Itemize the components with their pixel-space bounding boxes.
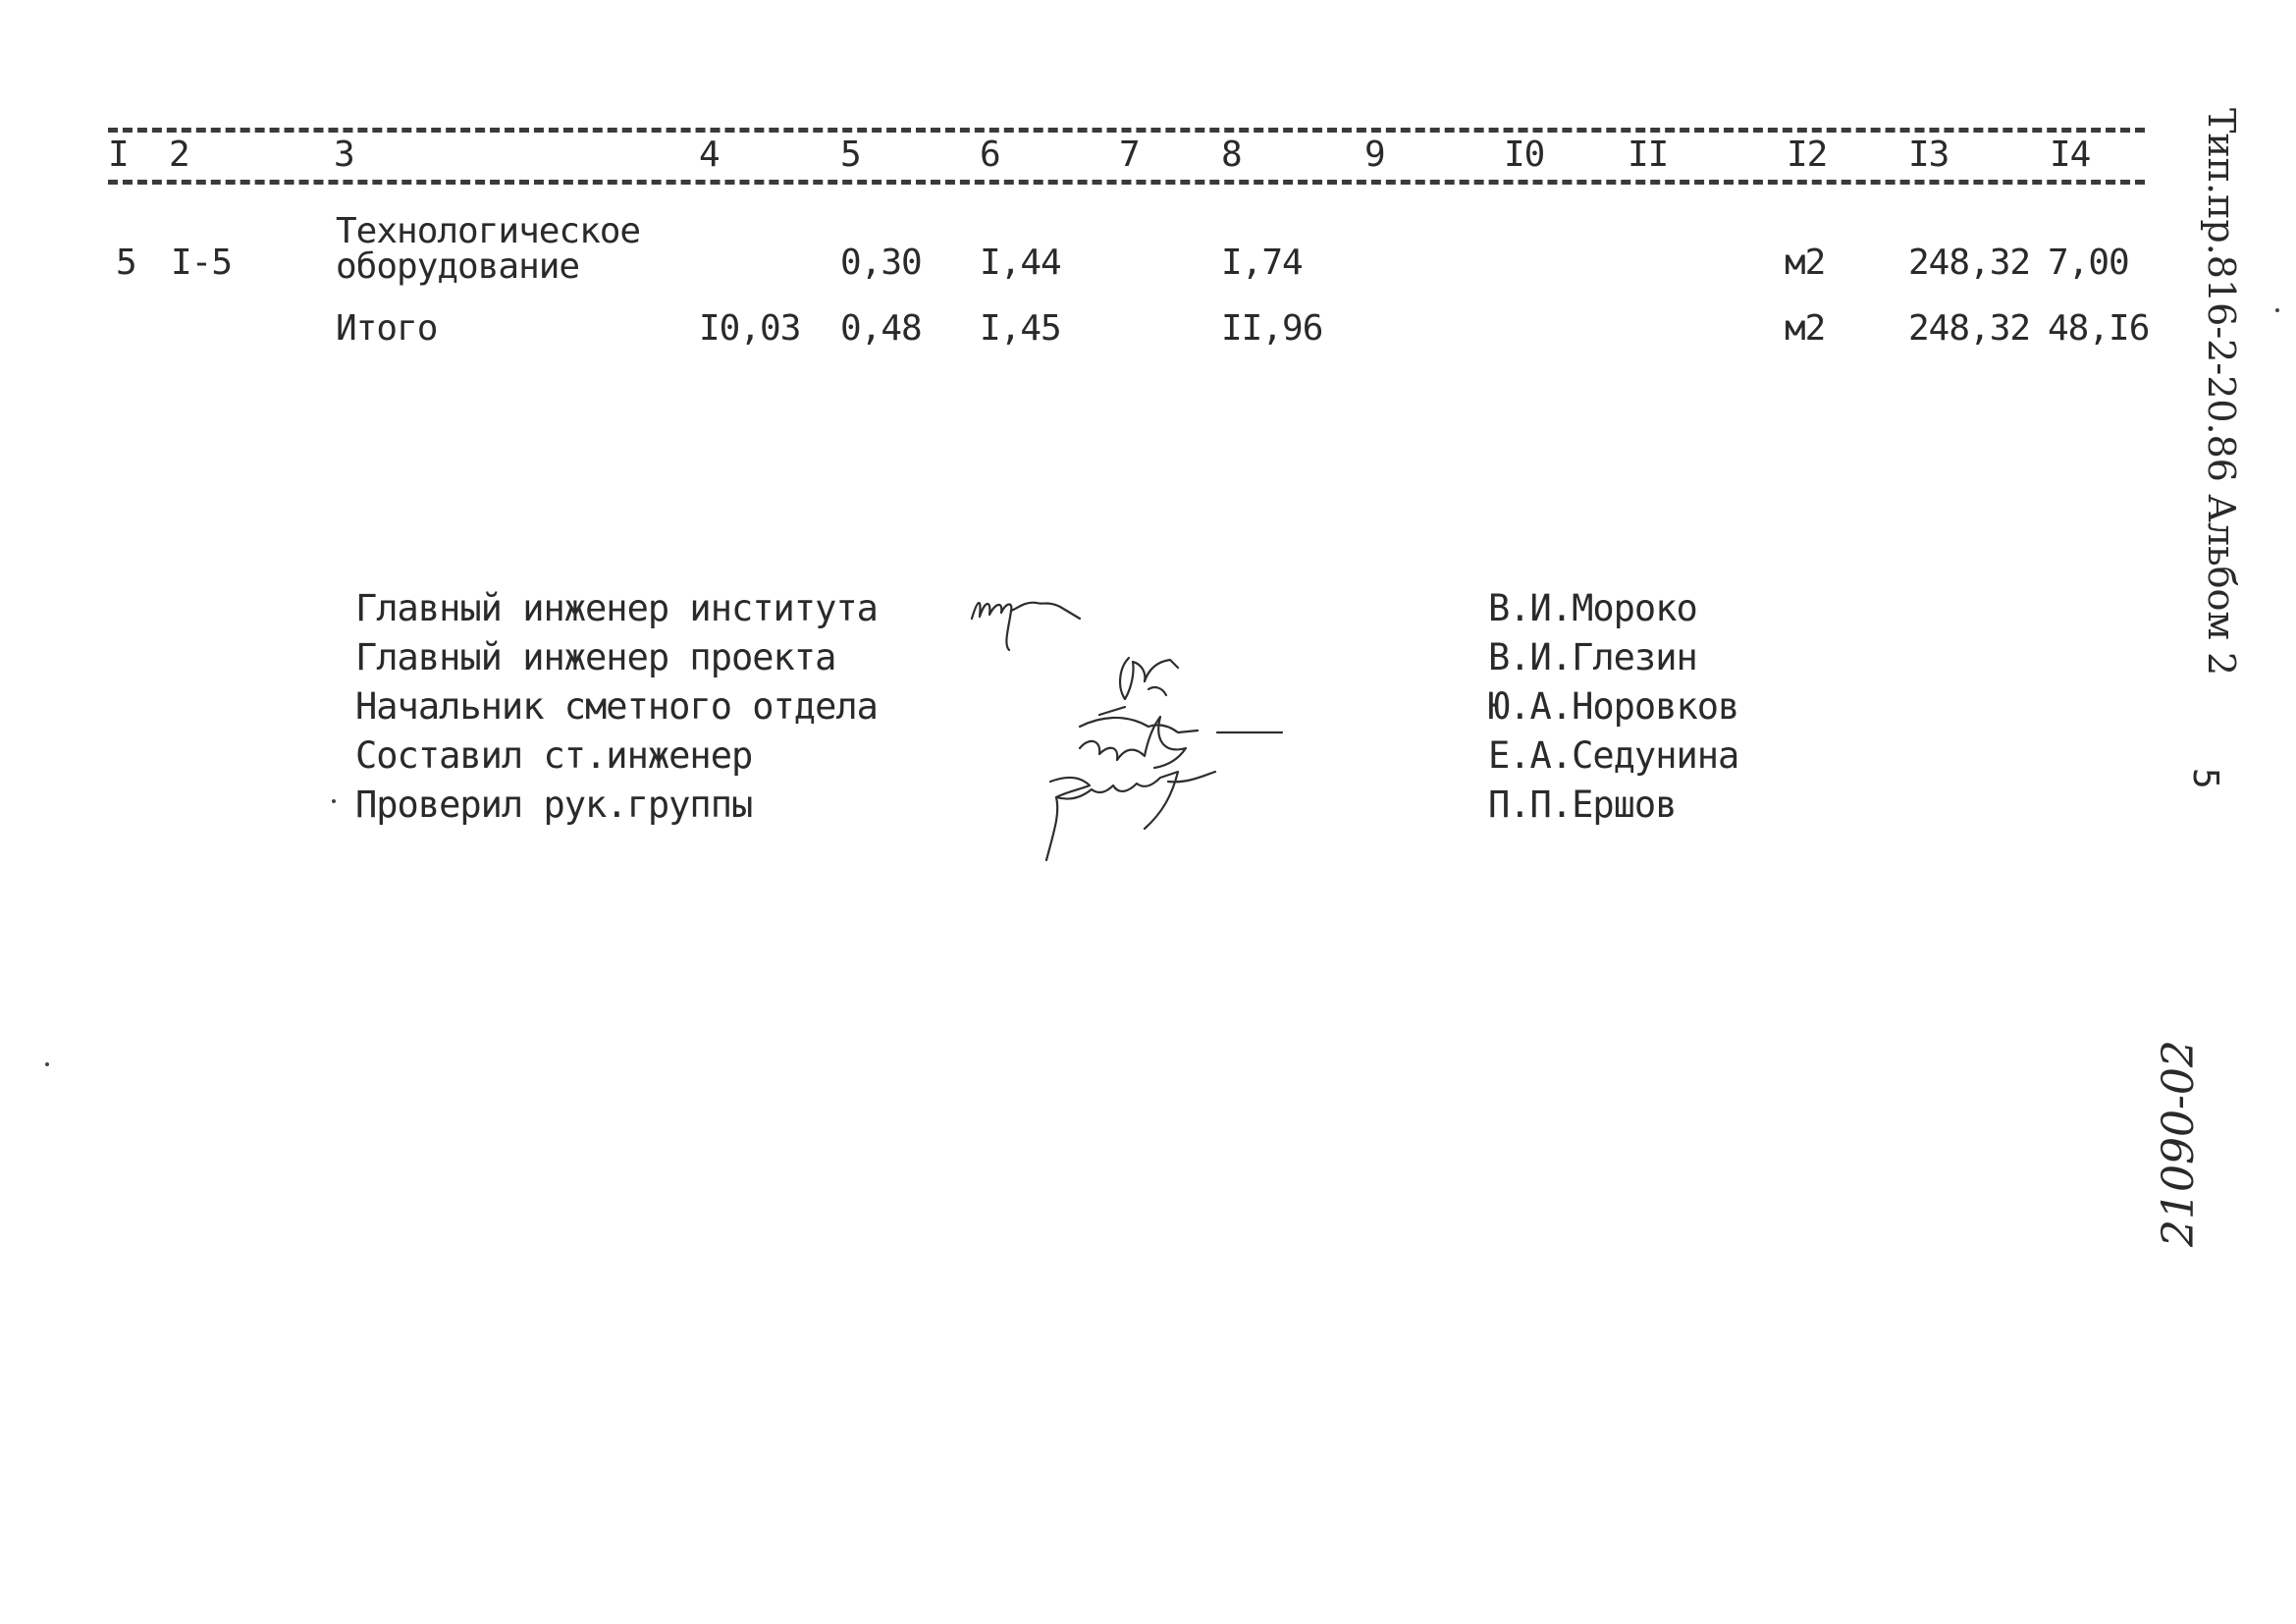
col-header-13: I3 [1908, 135, 1949, 175]
row2-col14: 48,I6 [2048, 308, 2150, 349]
row1-col14: 7,00 [2048, 243, 2129, 283]
row2-col12: м2 [1785, 308, 1826, 349]
row1-col6: I,44 [980, 243, 1061, 283]
row2-col5: 0,48 [840, 308, 922, 349]
row2-col6: I,45 [980, 308, 1061, 349]
signoff-title-2: Главный инженер проекта [355, 636, 836, 678]
signoff-title-4: Составил ст.инженер [355, 734, 753, 777]
scan-speck [2275, 308, 2279, 312]
scan-speck [332, 799, 336, 803]
col-header-1: I [108, 135, 129, 175]
signoff-title-5: Проверил рук.группы [355, 784, 753, 826]
signature-5 [1050, 772, 1178, 829]
col-header-6: 6 [980, 135, 1000, 175]
col-header-8: 8 [1221, 135, 1242, 175]
row2-col13: 248,32 [1908, 308, 2031, 349]
col-header-10: I0 [1504, 135, 1545, 175]
scan-speck [45, 1062, 49, 1066]
row2-col4: I0,03 [699, 308, 801, 349]
col-header-3: 3 [334, 135, 354, 175]
row2-col3: Итого [336, 308, 438, 349]
page-number: 5 [2185, 768, 2225, 789]
col-header-11: II [1628, 135, 1669, 175]
signoff-name-4: Е.А.Седунина [1488, 734, 1739, 777]
col-header-9: 9 [1364, 135, 1385, 175]
row1-col1: 5 [116, 243, 136, 283]
row1-col3: Технологическое оборудование [336, 211, 641, 287]
row1-col2: I-5 [171, 243, 233, 283]
inventory-number: 21090-02 [2154, 1040, 2204, 1247]
row1-col8: I,74 [1221, 243, 1303, 283]
signature-1 [972, 603, 1080, 619]
col-header-4: 4 [699, 135, 720, 175]
signature-3 [1080, 718, 1282, 732]
col-header-7: 7 [1119, 135, 1140, 175]
signoff-name-5: П.П.Ершов [1488, 784, 1677, 826]
col-header-12: I2 [1787, 135, 1828, 175]
row1-col13: 248,32 [1908, 243, 2031, 283]
row2-col8: II,96 [1221, 308, 1323, 349]
header-bottom-rule [108, 180, 2145, 185]
signature-2 [1120, 658, 1178, 699]
col-header-2: 2 [169, 135, 189, 175]
row1-col5: 0,30 [840, 243, 922, 283]
header-top-rule [108, 128, 2145, 133]
signoff-name-2: В.И.Глезин [1488, 636, 1697, 678]
handwritten-signatures [952, 579, 1306, 874]
col-header-5: 5 [840, 135, 861, 175]
signoff-title-1: Главный инженер института [355, 587, 878, 629]
row1-col12: м2 [1785, 243, 1826, 283]
signature-4 [1080, 717, 1186, 768]
signoff-name-3: Ю.А.Норовков [1488, 685, 1739, 728]
col-header-14: I4 [2050, 135, 2091, 175]
document-code-stamp: Тип.пр.816-2-20.86 Альбом 2 [2200, 108, 2243, 677]
signoff-title-3: Начальник сметного отдела [355, 685, 878, 728]
signoff-name-1: В.И.Мороко [1488, 587, 1697, 629]
